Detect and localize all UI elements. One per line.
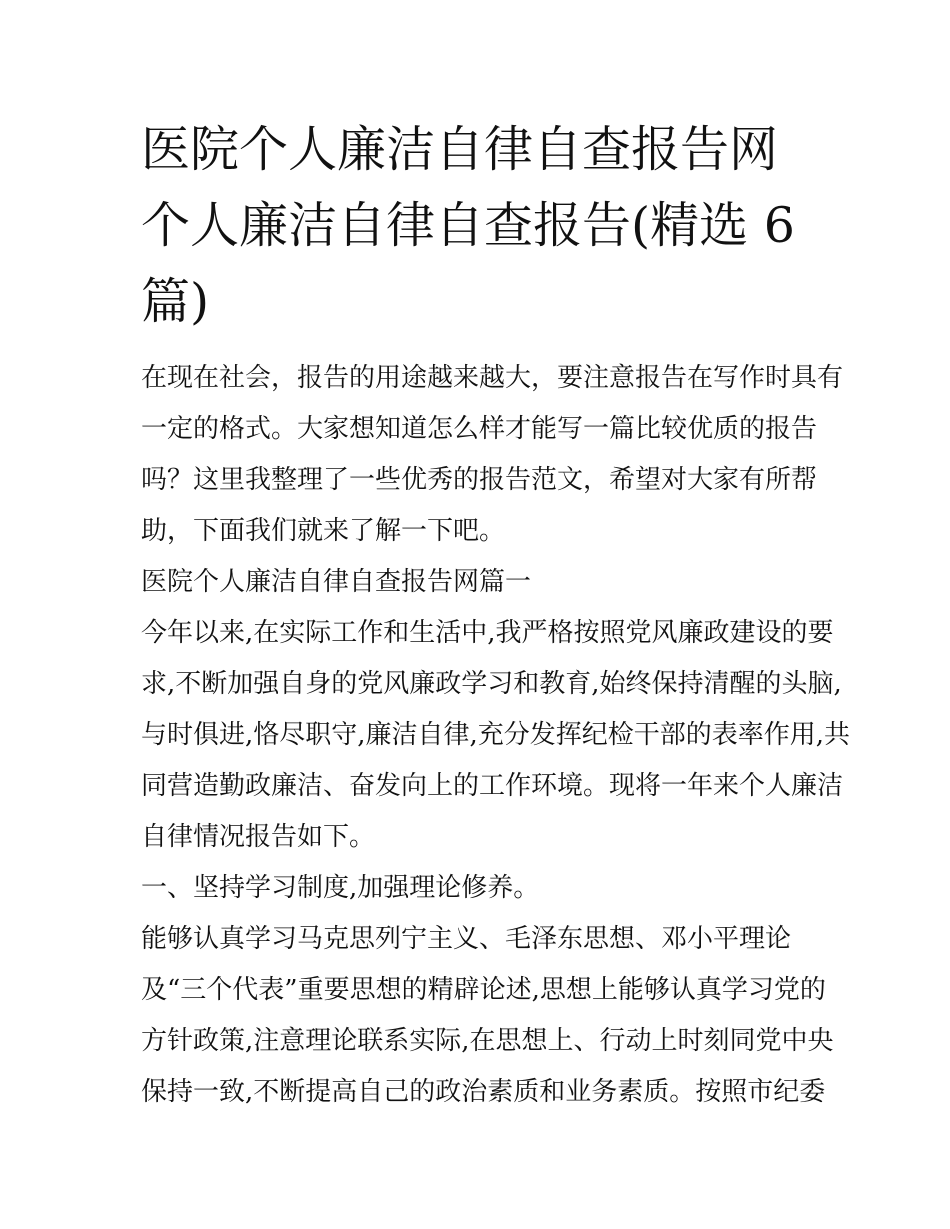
body-line: 一定的格式。大家想知道怎么样才能写一篇比较优质的报告 [141, 414, 818, 444]
body-line: 保持一致,不断提高自己的政治素质和业务素质。按照市纪委 [141, 1077, 826, 1107]
body-line: 吗？这里我整理了一些优秀的报告范文，希望对大家有所帮 [141, 465, 818, 495]
body-line: 求,不断加强自身的党风廉政学习和教育,始终保持清醒的头脑, [141, 669, 842, 699]
document-title [141, 112, 841, 340]
body-line: 能够认真学习马克思列宁主义、毛泽东思想、邓小平理论 [141, 924, 792, 954]
body-line: 助，下面我们就来了解一下吧。 [141, 516, 506, 546]
title-line: 个人廉洁自律自查报告(精选 6 [141, 197, 795, 254]
body-line: 方针政策,注意理论联系实际,在思想上、行动上时刻同党中央 [141, 1026, 834, 1056]
subsection-heading: 一、坚持学习制度,加强理论修养。 [141, 873, 540, 903]
title-line: 篇) [141, 273, 210, 330]
body-line: 与时俱进,恪尽职守,廉洁自律,充分发挥纪检干部的表率作用,共 [141, 720, 851, 750]
body-line: 及“三个代表”重要思想的精辟论述,思想上能够认真学习党的 [141, 975, 826, 1005]
title-line: 医院个人廉洁自律自查报告网 [141, 121, 779, 178]
body-line: 今年以来,在实际工作和生活中,我严格按照党风廉政建设的要 [141, 618, 834, 648]
body-line: 在现在社会，报告的用途越来越大，要注意报告在写作时具有 [141, 363, 844, 393]
body-line: 同营造勤政廉洁、奋发向上的工作环境。现将一年来个人廉洁 [141, 771, 844, 801]
body-line: 自律情况报告如下。 [141, 822, 376, 852]
section-heading: 医院个人廉洁自律自查报告网篇一 [141, 567, 532, 597]
